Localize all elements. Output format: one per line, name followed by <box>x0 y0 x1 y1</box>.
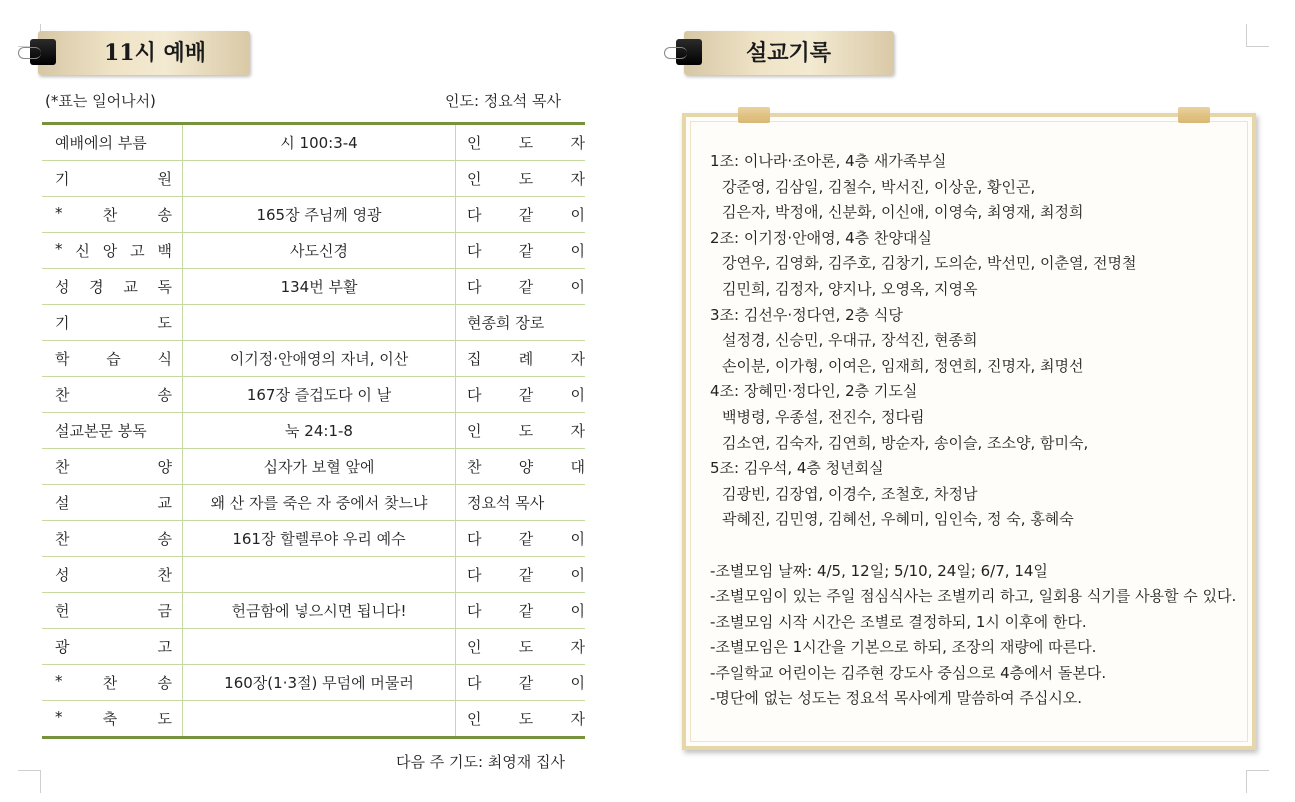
order-item-text: 성 찬 <box>55 566 172 584</box>
order-item <box>42 449 183 485</box>
order-item-text: * 찬 송 <box>55 204 172 224</box>
notice-note: -조별모임 날짜: 4/5, 12일; 5/10, 24일; 6/7, 14일 <box>710 561 1048 580</box>
table-row <box>42 197 585 233</box>
notice-note: -조별모임 시작 시간은 조별로 결정하되, 1시 이후에 한다. <box>710 612 1087 631</box>
table-row <box>42 593 585 629</box>
crop-mark <box>1246 770 1269 793</box>
order-person <box>456 233 586 269</box>
order-person <box>456 124 586 161</box>
order-item-text: 찬 양 <box>55 458 172 476</box>
order-content: 십자가 보혈 앞에 <box>183 449 456 485</box>
order-person-text: 인 도 자 <box>467 638 585 656</box>
notice-note: -조별모임이 있는 주일 점심식사는 조별끼리 하고, 일회용 식기를 사용할 수 있다. <box>710 587 1237 606</box>
notice-note: -명단에 없는 성도는 정요석 목사에게 말씀하여 주십시오. <box>710 689 1083 708</box>
order-item <box>42 557 183 593</box>
order-item <box>42 629 183 665</box>
order-item: 예배에의 부름 <box>42 124 183 161</box>
spacer <box>710 533 1242 559</box>
order-person <box>456 161 586 197</box>
notice-note: -조별모임은 1시간을 기본으로 하되, 조장의 재량에 따른다. <box>710 638 1097 657</box>
group-members: 김광빈, 김장엽, 이경수, 조철호, 차정남 <box>722 484 978 503</box>
order-item <box>42 161 183 197</box>
crop-mark <box>18 770 41 793</box>
order-person-text: 인 도 자 <box>467 422 585 440</box>
order-item-text: * 신 앙 고 백 <box>55 240 172 260</box>
group-members: 손이분, 이가형, 이여은, 임재희, 정연희, 진명자, 최명선 <box>722 356 1084 375</box>
order-item <box>42 485 183 521</box>
tape-icon <box>1178 107 1210 123</box>
order-content <box>183 557 456 593</box>
order-item-text: 학 습 식 <box>55 350 172 368</box>
table-row <box>42 124 585 161</box>
table-row <box>42 305 585 341</box>
order-content: 이기정·안애영의 자녀, 이산 <box>183 341 456 377</box>
order-person <box>456 557 586 593</box>
order-item-text: 광 고 <box>55 638 172 656</box>
order-person <box>456 593 586 629</box>
order-person <box>456 701 586 738</box>
group-members: 강준영, 김삼일, 김철수, 박서진, 이상운, 황인곤, <box>722 177 1036 196</box>
table-row <box>42 341 585 377</box>
order-item <box>42 233 183 269</box>
order-person <box>456 413 586 449</box>
binder-clip-icon <box>676 39 702 65</box>
group-heading: 2조: 이기정·안애영, 4층 찬양대실 <box>710 228 932 247</box>
group-members: 백병령, 우종설, 전진수, 정다림 <box>722 407 925 426</box>
order-person <box>456 629 586 665</box>
order-item-text: 헌 금 <box>55 602 172 620</box>
binder-clip-icon <box>30 39 56 65</box>
order-person <box>456 665 586 701</box>
order-content <box>183 305 456 341</box>
order-content: 시 100:3-4 <box>183 124 456 161</box>
order-person <box>456 197 586 233</box>
group-members: 곽혜진, 김민영, 김혜선, 우혜미, 임인숙, 정 숙, 홍혜숙 <box>722 510 1074 529</box>
order-person-text: 인 도 자 <box>467 710 585 728</box>
table-row <box>42 233 585 269</box>
order-content: 134번 부활 <box>183 269 456 305</box>
order-person-text: 인 도 자 <box>467 134 585 152</box>
order-content: 사도신경 <box>183 233 456 269</box>
worship-title: 11시 예배 <box>104 40 207 66</box>
stand-note: (*표는 일어나서) <box>45 92 156 110</box>
order-content <box>183 161 456 197</box>
sermon-record-title: 설교기록 <box>746 40 832 66</box>
next-week-prayer: 다음 주 기도: 최영재 집사 <box>395 753 565 771</box>
order-person-text: 다 같 이 <box>467 566 585 584</box>
order-person <box>456 521 586 557</box>
table-row <box>42 521 585 557</box>
order-item <box>42 269 183 305</box>
table-row <box>42 377 585 413</box>
order-person-text: 인 도 자 <box>467 170 585 188</box>
sermon-record-title-banner <box>684 31 894 75</box>
order-item <box>42 197 183 233</box>
table-row <box>42 485 585 521</box>
group-members: 김은자, 박정애, 신분화, 이신애, 이영숙, 최영재, 최정희 <box>722 203 1084 222</box>
notice-note: -주일학교 어린이는 김주현 강도사 중심으로 4층에서 돌본다. <box>710 663 1107 682</box>
order-content: 헌금함에 넣으시면 됩니다! <box>183 593 456 629</box>
worship-title-banner <box>38 31 250 75</box>
order-person-text: 다 같 이 <box>467 674 585 692</box>
table-row <box>42 269 585 305</box>
table-row <box>42 701 585 738</box>
group-members: 강연우, 김영화, 김주호, 김창기, 도의순, 박선민, 이춘열, 전명철 <box>722 254 1137 273</box>
order-content <box>183 701 456 738</box>
group-members: 김소연, 김숙자, 김연희, 방순자, 송이슬, 조소양, 함미숙, <box>722 433 1089 452</box>
tape-icon <box>738 107 770 123</box>
table-row <box>42 629 585 665</box>
order-item-text: 기 도 <box>55 314 172 332</box>
order-person-text: 다 같 이 <box>467 206 585 224</box>
table-row <box>42 449 585 485</box>
order-person-text: 다 같 이 <box>467 530 585 548</box>
table-row <box>42 413 585 449</box>
table-row <box>42 665 585 701</box>
order-content: 167장 즐겁도다 이 날 <box>183 377 456 413</box>
order-item-text: 성 경 교 독 <box>55 278 172 296</box>
table-row <box>42 161 585 197</box>
crop-mark <box>1246 24 1269 47</box>
order-person <box>456 377 586 413</box>
order-item-text: 기 원 <box>55 170 172 188</box>
order-item: 설교본문 봉독 <box>42 413 183 449</box>
order-item <box>42 305 183 341</box>
notice-board <box>682 113 1256 750</box>
leader-label: 인도: 정요석 목사 <box>444 92 561 110</box>
order-person <box>456 341 586 377</box>
order-person-text: 다 같 이 <box>467 242 585 260</box>
order-item <box>42 341 183 377</box>
order-person-text: 집 례 자 <box>467 350 585 368</box>
order-item <box>42 521 183 557</box>
order-item <box>42 701 183 738</box>
order-content: 160장(1·3절) 무덤에 머물러 <box>183 665 456 701</box>
order-item <box>42 665 183 701</box>
order-item-text: 찬 송 <box>55 530 172 548</box>
order-item-text: 설 교 <box>55 494 172 512</box>
group-heading: 1조: 이나라·조아론, 4층 새가족부실 <box>710 152 947 170</box>
order-item-text: * 축 도 <box>55 708 172 728</box>
group-members: 설정경, 신승민, 우대규, 장석진, 현종희 <box>722 331 978 350</box>
order-item <box>42 593 183 629</box>
order-person-text: 찬 양 대 <box>467 458 585 476</box>
order-person: 현종희 장로 <box>456 305 586 341</box>
order-item <box>42 377 183 413</box>
order-person <box>456 449 586 485</box>
order-content: 161장 할렐루야 우리 예수 <box>183 521 456 557</box>
group-heading: 5조: 김우석, 4층 청년회실 <box>710 459 884 478</box>
order-person: 정요석 목사 <box>456 485 586 521</box>
order-person <box>456 269 586 305</box>
order-person-text: 다 같 이 <box>467 602 585 620</box>
table-row <box>42 557 585 593</box>
order-item-text: * 찬 송 <box>55 672 172 692</box>
order-content: 눅 24:1-8 <box>183 413 456 449</box>
group-heading: 3조: 김선우·정다연, 2층 식당 <box>710 305 903 324</box>
group-list <box>710 149 1242 712</box>
group-members: 김민희, 김정자, 양지나, 오영옥, 지영옥 <box>722 279 978 298</box>
order-content <box>183 629 456 665</box>
order-content: 165장 주님께 영광 <box>183 197 456 233</box>
order-person-text: 다 같 이 <box>467 386 585 404</box>
worship-order-table <box>42 122 585 739</box>
order-person-text: 다 같 이 <box>467 278 585 296</box>
order-content: 왜 산 자를 죽은 자 중에서 찾느냐 <box>183 485 456 521</box>
group-heading: 4조: 장혜민·정다인, 2층 기도실 <box>710 382 918 401</box>
order-item-text: 찬 송 <box>55 386 172 404</box>
